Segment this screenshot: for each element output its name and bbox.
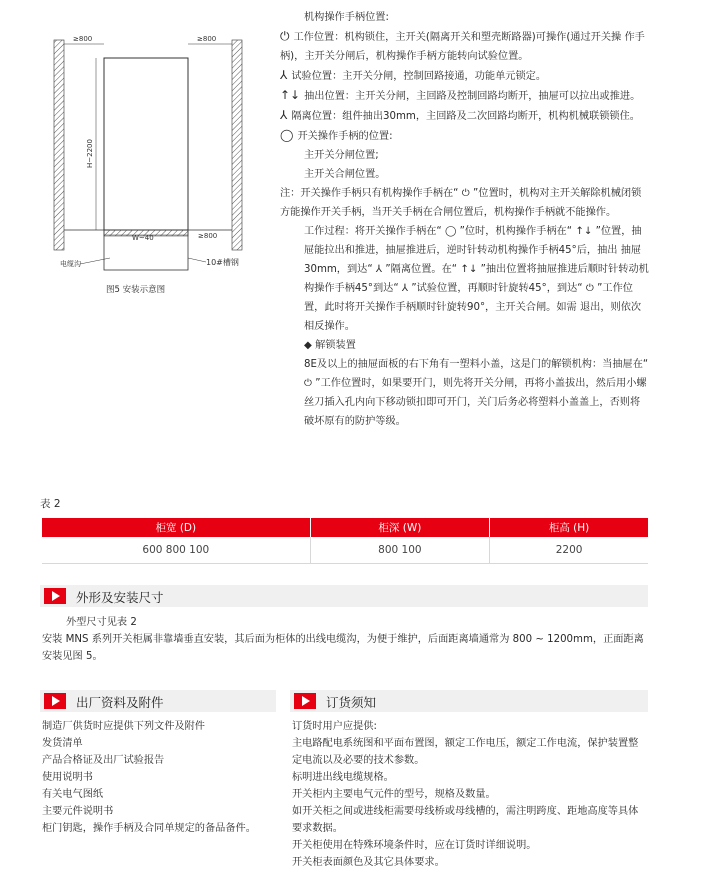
- p-isolate-position: ⅄ 隔离位置：组件抽出30mm，主回路及二次回路均断开，机构机械联锁锁住。: [280, 108, 640, 122]
- installation-diagram: [40, 28, 255, 283]
- section-docs-body: [42, 718, 282, 837]
- dim-left-text: ≥800: [73, 35, 93, 43]
- p-process: 工作过程：将开关操作手柄在“ ◯ ”位时，机构操作手柄在“ ↑↓ ”位置，抽屉能拉出和推进，抽屉推进后，逆时针转动机构操作手柄45°后，抽出 抽屉30mm，到达“ ⅄ ”隔离位置。在“ ↑↓ ”抽出位置将抽屉推进后顺时针转动机构操作手柄45°到达“ ⅄ ”试验位置，再顺时针旋转45°，到达“ ⏻ ”工作位置，此时将开关操作手柄顺时针旋转90°，主开关合闸。如需 退出，则依次相反操作。: [304, 226, 649, 332]
- label-steel: 10#槽钢: [206, 258, 239, 267]
- figure-caption: 图5 安装示意图: [106, 285, 166, 295]
- dim-bottom-text: ≥800: [198, 232, 218, 240]
- p-test-position: ⅄ 试验位置：主开关分闸，控制回路接通，功能单元锁定。: [280, 68, 547, 82]
- updown-arrow-icon: ↑↓: [280, 88, 301, 102]
- circle-icon: ◯: [280, 128, 294, 142]
- spec-table: [42, 518, 648, 564]
- section-header-outline: 外形及安装尺寸: [40, 585, 648, 607]
- list-item: 使用说明书: [42, 772, 93, 783]
- play-icon: [294, 693, 316, 709]
- list-item: 柜门钥匙，操作手柄及合同单规定的备品备件。: [42, 823, 256, 834]
- table-label: 表 2: [40, 498, 61, 510]
- label-cable-trench: 电缆沟: [60, 260, 81, 268]
- col-height: 柜高 (H): [490, 518, 648, 537]
- p-close: 主开关合闸位置。: [304, 169, 386, 180]
- test-position-icon: ⅄: [280, 68, 288, 82]
- p-work-position: ⏻ 工作位置：机构锁住，主开关(隔离开关和塑壳断路器)可操作(通过开关操 作手柄)，主开关分闸后，机构操作手柄方能转向试验位置。: [280, 29, 645, 62]
- dim-height-text: H~2200: [86, 139, 94, 168]
- section-header-order: 订货须知: [290, 690, 648, 712]
- p-unlock-title: ◆ 解锁装置: [304, 340, 356, 351]
- power-icon: ⏻: [280, 29, 290, 43]
- list-item: 有关电气图纸: [42, 789, 104, 800]
- list-item: 主要元件说明书: [42, 806, 114, 817]
- dim-width-text: W~40: [132, 234, 154, 242]
- col-width: 柜宽 (D): [42, 518, 310, 537]
- list-item: 订货时用户应提供:: [292, 721, 377, 732]
- p-open: 主开关分闸位置;: [304, 150, 379, 161]
- section-outline-body: 外型尺寸见表 2 安装 MNS 系列开关柜属非靠墙垂直安装，其后面为柜体的出线电缆沟，为便于维护，后面距离墙通常为 800 ~ 1200mm，正面距离安装见图 5。: [42, 617, 644, 662]
- table-row: 600 800 100 800 100 2200: [42, 537, 648, 564]
- p-handle-positions: 机构操作手柄位置:: [304, 12, 389, 23]
- list-item: 发货清单: [42, 738, 83, 749]
- p-switch-handle: ◯ 开关操作手柄的位置:: [280, 128, 393, 142]
- list-item: 标明进出线电缆规格。: [292, 772, 394, 783]
- list-item: 产品合格证及出厂试验报告: [42, 755, 165, 766]
- right-wall: [232, 40, 242, 250]
- list-item: 开关柜使用在特殊环境条件时，应在订货时详细说明。: [292, 840, 537, 851]
- play-icon: [44, 588, 66, 604]
- col-depth: 柜深 (W): [310, 518, 490, 537]
- section-order-body: [292, 718, 648, 871]
- cabinet-outline: [104, 58, 188, 230]
- list-item: 制造厂供货时应提供下列文件及附件: [42, 721, 205, 732]
- isolate-position-icon: ⅄: [280, 108, 288, 122]
- list-item: 开关柜表面颜色及其它具体要求。: [292, 857, 445, 868]
- p-unlock: 8E及以上的抽屉面板的右下角有一塑料小盖，这是门的解锁机构：当抽屉在“ ⏻ ”工作位置时，如果要开门，则先将开关分闸，再将小盖拔出，然后用小螺丝刀插入孔内向下移动锁扣即可开门，关门后务必将塑料小盖盖上，否则将破坏原有的防护等级。: [304, 359, 649, 427]
- list-item: 主电路配电系统图和平面布置图，额定工作电压，额定工作电流，保护装置整定电流以及必要的技术参数。: [292, 738, 639, 766]
- list-item: 如开关柜之间或进线柜需要母线桥或母线槽的，需注明跨度、距地高度等具体要求数据。: [292, 806, 639, 834]
- p-note: 注：开关操作手柄只有机构操作手柄在“ ⏻ ”位置时，机构对主开关解除机械闭锁方能操作开关手柄，当开关手柄在合闸位置后，机构操作手柄就不能操作。: [280, 188, 642, 218]
- left-wall: [54, 40, 64, 250]
- section-header-docs: 出厂资料及附件: [40, 690, 276, 712]
- p-withdraw-position: ↑↓ 抽出位置：主开关分闸，主回路及控制回路均断开，抽屉可以拉出或推进。: [280, 88, 641, 102]
- play-icon: [44, 693, 66, 709]
- table-header-row: [42, 518, 648, 537]
- right-column: [280, 8, 650, 431]
- dim-right-text: ≥800: [197, 35, 217, 43]
- list-item: 开关柜内主要电气元件的型号，规格及数量。: [292, 789, 496, 800]
